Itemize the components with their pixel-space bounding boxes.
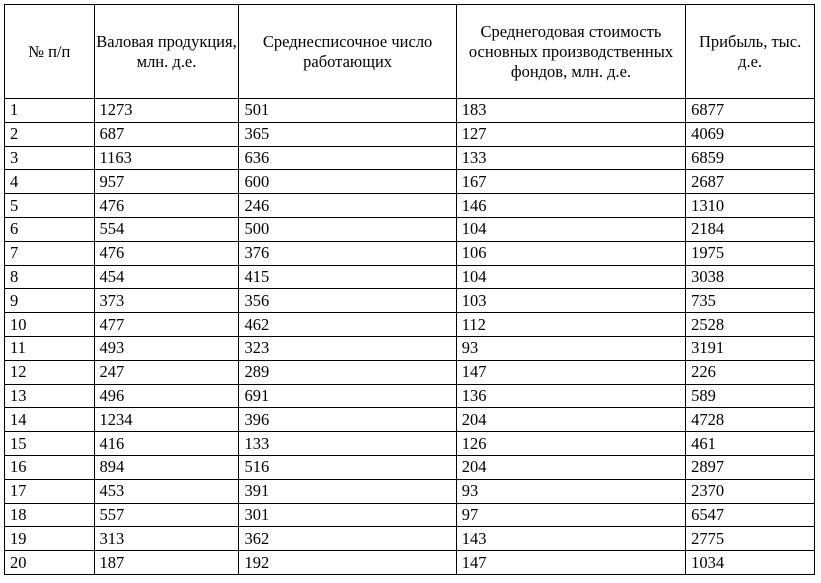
cell-row-number: 4	[5, 170, 95, 194]
cell-row-number: 14	[5, 408, 95, 432]
header-row	[5, 5, 815, 99]
cell-avg-employees: 516	[239, 455, 456, 479]
cell-avg-employees: 636	[239, 146, 456, 170]
cell-avg-employees: 501	[239, 99, 456, 123]
cell-row-number: 5	[5, 194, 95, 218]
cell-fixed-assets: 143	[456, 527, 685, 551]
table-row	[5, 384, 815, 408]
cell-profit: 1034	[686, 551, 815, 575]
table-row	[5, 241, 815, 265]
cell-row-number: 1	[5, 99, 95, 123]
cell-profit: 1975	[686, 241, 815, 265]
cell-fixed-assets: 93	[456, 336, 685, 360]
cell-gross-output: 1163	[94, 146, 239, 170]
cell-avg-employees: 192	[239, 551, 456, 575]
cell-row-number: 10	[5, 313, 95, 337]
header-profit: Прибыль, тыс. д.е.	[686, 5, 815, 99]
data-table-container	[4, 4, 815, 575]
cell-avg-employees: 691	[239, 384, 456, 408]
table-row	[5, 194, 815, 218]
cell-fixed-assets: 147	[456, 551, 685, 575]
cell-row-number: 2	[5, 122, 95, 146]
cell-fixed-assets: 204	[456, 408, 685, 432]
cell-fixed-assets: 167	[456, 170, 685, 194]
cell-avg-employees: 462	[239, 313, 456, 337]
cell-fixed-assets: 183	[456, 99, 685, 123]
table-row	[5, 432, 815, 456]
cell-avg-employees: 415	[239, 265, 456, 289]
table-row	[5, 99, 815, 123]
cell-profit: 226	[686, 360, 815, 384]
enterprise-data-table	[4, 4, 815, 575]
cell-profit: 2528	[686, 313, 815, 337]
table-body	[5, 99, 815, 575]
cell-gross-output: 493	[94, 336, 239, 360]
cell-profit: 6859	[686, 146, 815, 170]
cell-profit: 3191	[686, 336, 815, 360]
cell-gross-output: 313	[94, 527, 239, 551]
cell-row-number: 16	[5, 455, 95, 479]
table-row	[5, 336, 815, 360]
table-row	[5, 479, 815, 503]
cell-row-number: 7	[5, 241, 95, 265]
cell-row-number: 3	[5, 146, 95, 170]
cell-gross-output: 687	[94, 122, 239, 146]
table-row	[5, 527, 815, 551]
cell-profit: 735	[686, 289, 815, 313]
cell-gross-output: 453	[94, 479, 239, 503]
cell-fixed-assets: 112	[456, 313, 685, 337]
cell-fixed-assets: 104	[456, 265, 685, 289]
cell-gross-output: 894	[94, 455, 239, 479]
cell-avg-employees: 500	[239, 217, 456, 241]
cell-fixed-assets: 127	[456, 122, 685, 146]
table-row	[5, 289, 815, 313]
cell-fixed-assets: 133	[456, 146, 685, 170]
cell-gross-output: 957	[94, 170, 239, 194]
cell-fixed-assets: 146	[456, 194, 685, 218]
cell-avg-employees: 356	[239, 289, 456, 313]
cell-fixed-assets: 147	[456, 360, 685, 384]
cell-avg-employees: 396	[239, 408, 456, 432]
cell-profit: 2775	[686, 527, 815, 551]
cell-avg-employees: 301	[239, 503, 456, 527]
cell-fixed-assets: 97	[456, 503, 685, 527]
cell-avg-employees: 323	[239, 336, 456, 360]
cell-row-number: 9	[5, 289, 95, 313]
cell-row-number: 8	[5, 265, 95, 289]
cell-profit: 6547	[686, 503, 815, 527]
table-row	[5, 503, 815, 527]
cell-gross-output: 476	[94, 194, 239, 218]
cell-profit: 6877	[686, 99, 815, 123]
table-row	[5, 217, 815, 241]
cell-row-number: 11	[5, 336, 95, 360]
cell-gross-output: 373	[94, 289, 239, 313]
cell-fixed-assets: 93	[456, 479, 685, 503]
cell-avg-employees: 362	[239, 527, 456, 551]
table-row	[5, 551, 815, 575]
cell-avg-employees: 289	[239, 360, 456, 384]
cell-avg-employees: 600	[239, 170, 456, 194]
cell-avg-employees: 365	[239, 122, 456, 146]
cell-profit: 4728	[686, 408, 815, 432]
cell-fixed-assets: 126	[456, 432, 685, 456]
table-row	[5, 408, 815, 432]
cell-gross-output: 454	[94, 265, 239, 289]
cell-gross-output: 554	[94, 217, 239, 241]
cell-fixed-assets: 106	[456, 241, 685, 265]
cell-avg-employees: 391	[239, 479, 456, 503]
cell-profit: 589	[686, 384, 815, 408]
cell-gross-output: 416	[94, 432, 239, 456]
table-row	[5, 313, 815, 337]
header-fixed-assets: Среднегодовая стоимость основных производственных фондов, млн. д.е.	[456, 5, 685, 99]
cell-fixed-assets: 104	[456, 217, 685, 241]
cell-fixed-assets: 204	[456, 455, 685, 479]
cell-row-number: 17	[5, 479, 95, 503]
cell-gross-output: 247	[94, 360, 239, 384]
cell-gross-output: 496	[94, 384, 239, 408]
cell-profit: 4069	[686, 122, 815, 146]
cell-profit: 3038	[686, 265, 815, 289]
cell-avg-employees: 133	[239, 432, 456, 456]
table-row	[5, 170, 815, 194]
cell-row-number: 20	[5, 551, 95, 575]
cell-fixed-assets: 103	[456, 289, 685, 313]
cell-profit: 2897	[686, 455, 815, 479]
cell-gross-output: 187	[94, 551, 239, 575]
cell-row-number: 18	[5, 503, 95, 527]
cell-profit: 2687	[686, 170, 815, 194]
header-avg-employees: Среднесписочное число работающих	[239, 5, 456, 99]
table-row	[5, 360, 815, 384]
cell-row-number: 6	[5, 217, 95, 241]
cell-row-number: 15	[5, 432, 95, 456]
header-gross-output: Валовая продукция, млн. д.е.	[94, 5, 239, 99]
cell-gross-output: 1273	[94, 99, 239, 123]
table-header	[5, 5, 815, 99]
cell-gross-output: 1234	[94, 408, 239, 432]
cell-fixed-assets: 136	[456, 384, 685, 408]
table-row	[5, 146, 815, 170]
cell-row-number: 19	[5, 527, 95, 551]
cell-gross-output: 476	[94, 241, 239, 265]
cell-gross-output: 477	[94, 313, 239, 337]
cell-gross-output: 557	[94, 503, 239, 527]
cell-avg-employees: 246	[239, 194, 456, 218]
cell-avg-employees: 376	[239, 241, 456, 265]
cell-row-number: 12	[5, 360, 95, 384]
header-row-number: № п/п	[5, 5, 95, 99]
table-row	[5, 455, 815, 479]
table-row	[5, 265, 815, 289]
cell-profit: 461	[686, 432, 815, 456]
table-row	[5, 122, 815, 146]
cell-profit: 2370	[686, 479, 815, 503]
cell-profit: 1310	[686, 194, 815, 218]
cell-row-number: 13	[5, 384, 95, 408]
cell-profit: 2184	[686, 217, 815, 241]
